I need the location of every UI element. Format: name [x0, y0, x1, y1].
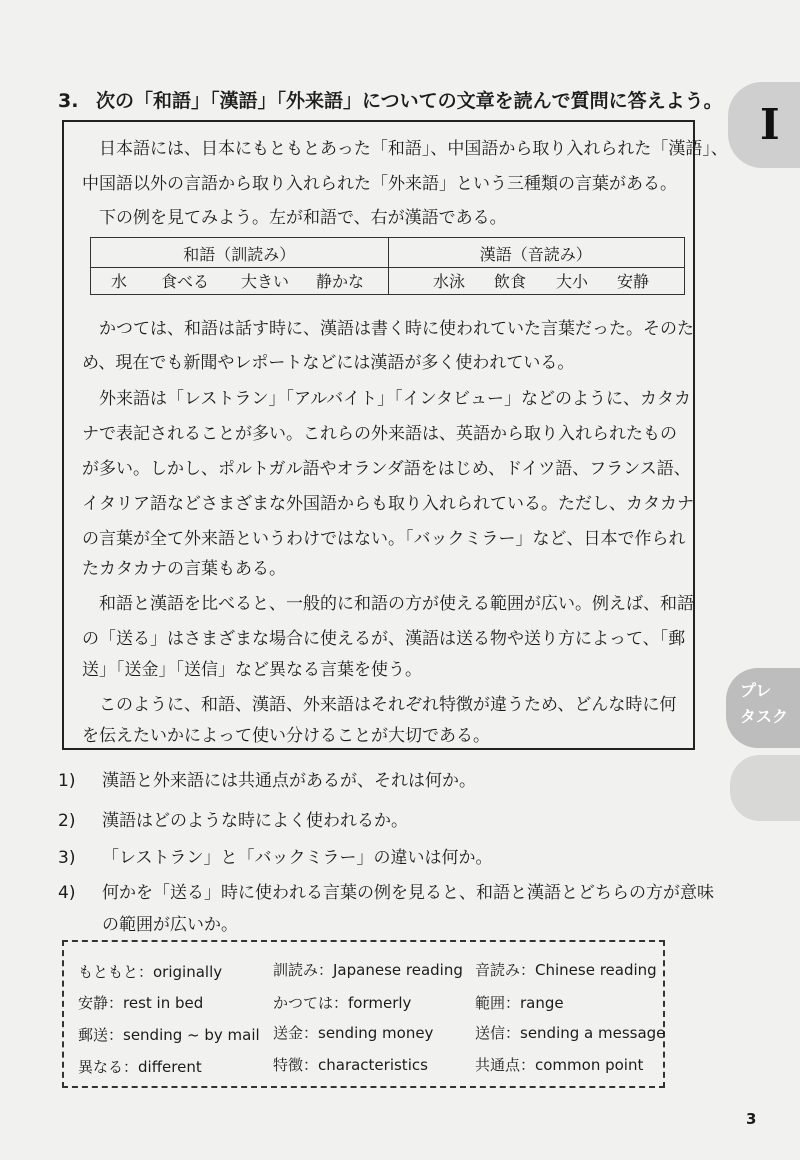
passage-line: め、現在でも新聞やレポートなどには漢語が多く使われている。 — [82, 353, 575, 373]
question-item — [58, 843, 493, 868]
vocab-item: 送金：sending money — [273, 1024, 434, 1042]
passage-line: 外来語は「レストラン」「アルバイト」「インタビュー」などのように、カタカ — [99, 389, 691, 409]
wago-word: 水 — [111, 272, 128, 291]
wago-word: 静かな — [316, 272, 365, 291]
pre-task-tab[interactable] — [726, 668, 800, 748]
question-text-continued: の範囲が広いか。 — [102, 915, 238, 935]
question-text: 漢語はどのような時によく使われるか。 — [102, 811, 408, 831]
passage-line: が多い。しかし、ポルトガル語やオランダ語をはじめ、ドイツ語、フランス語、 — [82, 459, 691, 479]
kango-word: 水泳 — [433, 272, 466, 291]
passage-line: 和語と漢語を比べると、一般的に和語の方が使える範囲が広い。例えば、和語 — [99, 594, 694, 614]
passage-line: 日本語には、日本にもともとあった「和語」、中国語から取り入れられた「漢語」、 — [99, 139, 728, 159]
passage-line: イタリア語などさまざまな外国語からも取り入れられている。ただし、カタカナ — [82, 494, 694, 514]
passage-line: の言葉が全て外来語というわけではない。「バックミラー」など、日本で作られ — [82, 529, 686, 549]
vocab-item: かつては：formerly — [273, 994, 412, 1012]
table-header-kango: 漢語（音読み） — [479, 245, 592, 264]
page-number: 3 — [746, 1110, 757, 1128]
vocab-item: 範囲：range — [475, 994, 564, 1012]
chapter-tab[interactable] — [728, 82, 800, 168]
passage-line: たカタカナの言葉もある。 — [82, 559, 286, 579]
passage-line: 下の例を見てみよう。左が和語で、右が漢語である。 — [99, 208, 507, 228]
question-number: 2) — [58, 811, 76, 831]
pre-task-label-line1: プレ — [740, 681, 772, 700]
passage-line: を伝えたいかによって使い分けることが大切である。 — [82, 726, 490, 746]
exercise-instruction: 次の「和語」「漢語」「外来語」についての文章を読んで質問に答えよう。 — [96, 90, 723, 112]
kango-word: 大小 — [556, 272, 589, 291]
passage-line: かつては、和語は話す時に、漢語は書く時に使われていた言葉だった。そのた — [99, 319, 694, 339]
wago-word: 食べる — [161, 272, 210, 291]
vocab-item: 送信：sending a message — [475, 1024, 666, 1042]
vocab-item: 郵送：sending ~ by mail — [78, 1026, 260, 1044]
question-item — [58, 806, 408, 831]
wago-word: 大きい — [241, 272, 290, 291]
passage-line: の「送る」はさまざまな場合に使えるが、漢語は送る物や送り方によって、「郵 — [82, 629, 686, 649]
question-text: 何かを「送る」時に使われる言葉の例を見ると、和語と漢語とどちらの方が意味 — [102, 883, 714, 903]
question-text: 「レストラン」と「バックミラー」の違いは何か。 — [102, 848, 493, 868]
vocab-item: 音読み：Chinese reading — [475, 961, 657, 979]
kango-word: 飲食 — [494, 272, 527, 291]
passage-line: ナで表記されることが多い。これらの外来語は、英語から取り入れられたもの — [82, 424, 677, 444]
vocab-item: 訓読み：Japanese reading — [273, 961, 463, 979]
vocab-item: 異なる：different — [78, 1058, 202, 1076]
question-number: 4) — [58, 883, 76, 903]
question-item — [58, 766, 476, 791]
vocab-item: 特徴：characteristics — [273, 1056, 428, 1074]
passage-line: 送」「送金」「送信」など異なる言葉を使う。 — [82, 660, 422, 680]
question-text: 漢語と外来語には共通点があるが、それは何か。 — [102, 771, 476, 791]
section-tab[interactable] — [730, 755, 800, 821]
comparison-table — [90, 237, 685, 295]
kango-word: 安静 — [617, 272, 650, 291]
vocab-item: 安静：rest in bed — [78, 994, 204, 1012]
table-header-wago: 和語（訓読み） — [183, 245, 296, 264]
vocab-item: 共通点：common point — [475, 1056, 644, 1074]
vocab-item: もともと：originally — [78, 963, 223, 981]
chapter-numeral: I — [760, 100, 780, 149]
question-item — [58, 878, 714, 903]
question-number: 3) — [58, 848, 76, 868]
exercise-number: 3. — [58, 90, 79, 112]
passage-line: 中国語以外の言語から取り入れられた「外来語」という三種類の言葉がある。 — [82, 174, 677, 194]
pre-task-label-line2: タスク — [740, 707, 789, 726]
question-number: 1) — [58, 771, 76, 791]
exercise-heading — [58, 86, 723, 113]
passage-line: このように、和語、漢語、外来語はそれぞれ特徴が違うため、どんな時に何 — [99, 695, 677, 715]
